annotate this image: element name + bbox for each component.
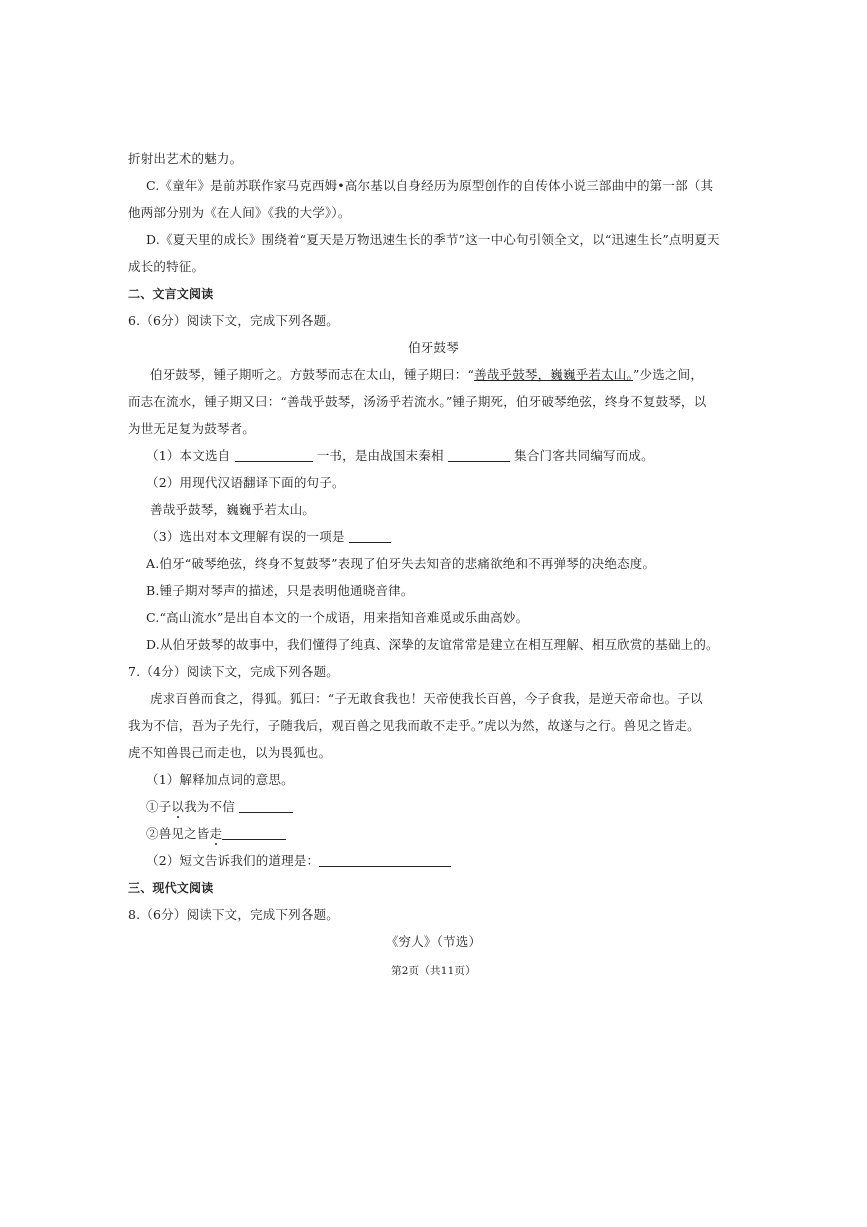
- section-heading: 二、文言文阅读: [128, 287, 214, 301]
- question-7-2: [146, 852, 451, 870]
- question-text: ②兽见之皆: [146, 826, 210, 841]
- text-line: 折射出艺术的魅力。: [128, 151, 243, 166]
- passage-line: 为世无足复为鼓琴者。: [128, 421, 256, 436]
- question-text: 我为不信: [184, 799, 235, 814]
- answer-blank[interactable]: [222, 827, 286, 840]
- option-a: A.伯牙“破琴绝弦，终身不复鼓琴”表现了伯牙失去知音的悲痛欲绝和不再弹琴的决绝态度。: [146, 556, 656, 571]
- option-c: C.“高山流水”是出自本文的一个成语，用来指知音难觅或乐曲高妙。: [146, 610, 529, 625]
- question-text: （3）选出对本文理解有误的一项是: [146, 529, 345, 544]
- translation-sentence: 善哉乎鼓琴，巍巍乎若太山。: [150, 502, 316, 517]
- option-b: B.锺子期对琴声的描述，只是表明他通晓音律。: [146, 583, 414, 598]
- passage-line: 虎求百兽而食之，得狐。狐曰：“子无敢食我也！天帝使我长百兽，今子食我，是逆天帝命也。子以: [150, 691, 703, 706]
- answer-blank[interactable]: [239, 800, 293, 813]
- question-7-1-item-1: [146, 798, 293, 816]
- question-text: 集合门客共同编写而成。: [514, 448, 654, 463]
- text-line: 他两部分别为《在人间》《我的大学》）。: [128, 205, 351, 220]
- question-text: （1）本文选自: [146, 448, 231, 463]
- option-d: D.从伯牙鼓琴的故事中，我们懂得了纯真、深挚的友谊常常是建立在相互理解、相互欣赏的基础上的。: [146, 637, 719, 652]
- question-text: （2）短文告诉我们的道理是：: [146, 853, 320, 868]
- question-7-1-item-2: [146, 825, 286, 843]
- underlined-sentence: 善哉乎鼓琴，巍巍乎若太山。: [474, 367, 633, 382]
- answer-blank[interactable]: [319, 854, 451, 867]
- question-text: 一书，是由战国末秦相: [316, 448, 444, 463]
- passage-title: 《穷人》（节选）: [385, 934, 482, 949]
- question-6-1: [146, 447, 654, 465]
- dotted-word: 以: [171, 799, 185, 814]
- dotted-word: 走: [209, 826, 223, 841]
- passage-line: [150, 366, 703, 384]
- question-6-2: （2）用现代汉语翻译下面的句子。: [146, 475, 345, 490]
- option-c-line: C.《童年》是前苏联作家马克西姆•高尔基以自身经历为原型创作的自传体小说三部曲中的第一部（其: [146, 178, 714, 193]
- answer-blank[interactable]: [235, 449, 313, 462]
- passage-line: 我为不信，吾为子先行，子随我后，观百兽之见我而敢不走乎。”虎以为然，故遂与之行。兽见之皆走。: [128, 718, 700, 733]
- passage-line: 而志在流水，锺子期又曰：“善哉乎鼓琴，汤汤乎若流水。”锺子期死，伯牙破琴绝弦，终身不复鼓琴，以: [128, 394, 707, 409]
- answer-blank[interactable]: [349, 530, 391, 543]
- question-8-heading: 8.（6分）阅读下文，完成下列各题。: [128, 907, 339, 922]
- passage-text: ”少选之间，: [632, 367, 704, 382]
- question-text: ①子: [146, 799, 172, 814]
- question-7-1: （1）解释加点词的意思。: [146, 772, 294, 787]
- question-6-heading: 6.（6分）阅读下文，完成下列各题。: [128, 313, 339, 328]
- section-heading: 三、现代文阅读: [128, 881, 214, 895]
- text-line: 成长的特征。: [128, 259, 205, 274]
- passage-title: 伯牙鼓琴: [408, 340, 459, 355]
- question-6-3: [146, 528, 391, 546]
- passage-text: 伯牙鼓琴，锺子期听之。方鼓琴而志在太山，锺子期曰：“: [150, 367, 475, 382]
- passage-line: 虎不知兽畏己而走也，以为畏狐也。: [128, 745, 332, 760]
- answer-blank[interactable]: [448, 449, 510, 462]
- page-footer: 第2页（共11页）: [391, 965, 476, 977]
- question-7-heading: 7.（4分）阅读下文，完成下列各题。: [128, 664, 339, 679]
- option-d-line: D.《夏天里的成长》围绕着“夏天是万物迅速生长的季节”这一中心句引领全文，以“迅速生长”点明夏天: [146, 232, 720, 247]
